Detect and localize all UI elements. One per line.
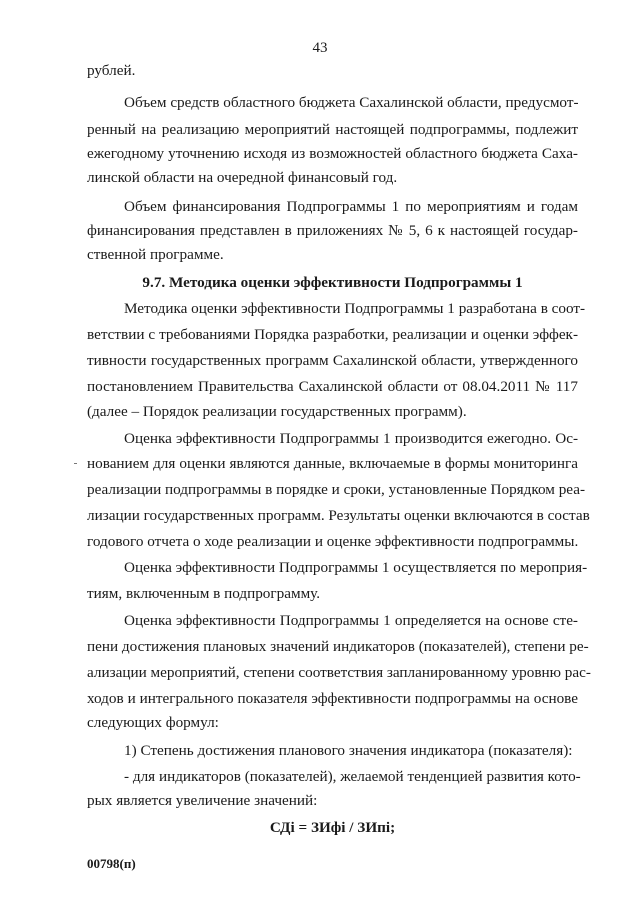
text-line: пени достижения плановых значений индикаторов (показателей), степени ре-: [87, 638, 589, 655]
text-line: ренный на реализацию мероприятий настоящей подпрограммы, подлежит: [87, 121, 578, 138]
formula: СДі = ЗИфі / ЗИпі;: [269, 819, 396, 836]
text-line: Объем финансирования Подпрограммы 1 по мероприятиям и годам: [124, 198, 578, 215]
text-line: ежегодному уточнению исходя из возможностей областного бюджета Саха-: [87, 145, 578, 162]
text-line: финансирования представлен в приложениях № 5, 6 к настоящей государ-: [87, 222, 578, 239]
text-line: рублей.: [87, 62, 136, 79]
text-line: Объем средств областного бюджета Сахалинской области, предусмот-: [124, 94, 579, 111]
text-line: линской области на очередной финансовый год.: [87, 169, 398, 186]
text-line: следующих формул:: [87, 714, 219, 731]
text-line: годового отчета о ходе реализации и оценке эффективности подпрограммы.: [87, 533, 579, 550]
document-code: 00798(п): [87, 856, 136, 871]
section-heading: 9.7. Методика оценки эффективности Подпрограммы 1: [142, 274, 523, 291]
text-line: постановлением Правительства Сахалинской области от 08.04.2011 № 117: [87, 378, 578, 395]
text-line: рых является увеличение значений:: [87, 792, 318, 809]
text-line: Оценка эффективности Подпрограммы 1 определяется на основе сте-: [124, 612, 578, 629]
text-line: ходов и интегрального показателя эффективности подпрограммы на основе: [87, 690, 578, 707]
text-line: - для индикаторов (показателей), желаемой тенденцией развития кото-: [124, 768, 581, 785]
text-line: Методика оценки эффективности Подпрограммы 1 разработана в соот-: [124, 300, 586, 317]
text-line: лизации государственных программ. Результаты оценки включаются в состав: [87, 507, 590, 524]
text-line: ственной программе.: [87, 246, 224, 263]
scan-speck: [74, 463, 77, 464]
text-line: тиям, включенным в подпрограмму.: [87, 585, 321, 602]
text-line: нованием для оценки являются данные, включаемые в формы мониторинга: [87, 455, 578, 472]
text-line: Оценка эффективности Подпрограммы 1 осуществляется по мероприя-: [124, 559, 588, 576]
text-line: реализации подпрограммы в порядке и сроки, установленные Порядком реа-: [87, 481, 586, 498]
text-line: тивности государственных программ Сахалинской области, утвержденного: [87, 352, 578, 369]
text-line: ализации мероприятий, степени соответствия запланированному уровню рас-: [87, 664, 591, 681]
text-line: ветствии с требованиями Порядка разработки, реализации и оценки эффек-: [87, 326, 578, 343]
text-line: Оценка эффективности Подпрограммы 1 производится ежегодно. Ос-: [124, 430, 578, 447]
page-number: 43: [312, 40, 328, 56]
text-line: (далее – Порядок реализации государственных программ).: [87, 403, 467, 420]
text-line: 1) Степень достижения планового значения индикатора (показателя):: [124, 742, 573, 759]
